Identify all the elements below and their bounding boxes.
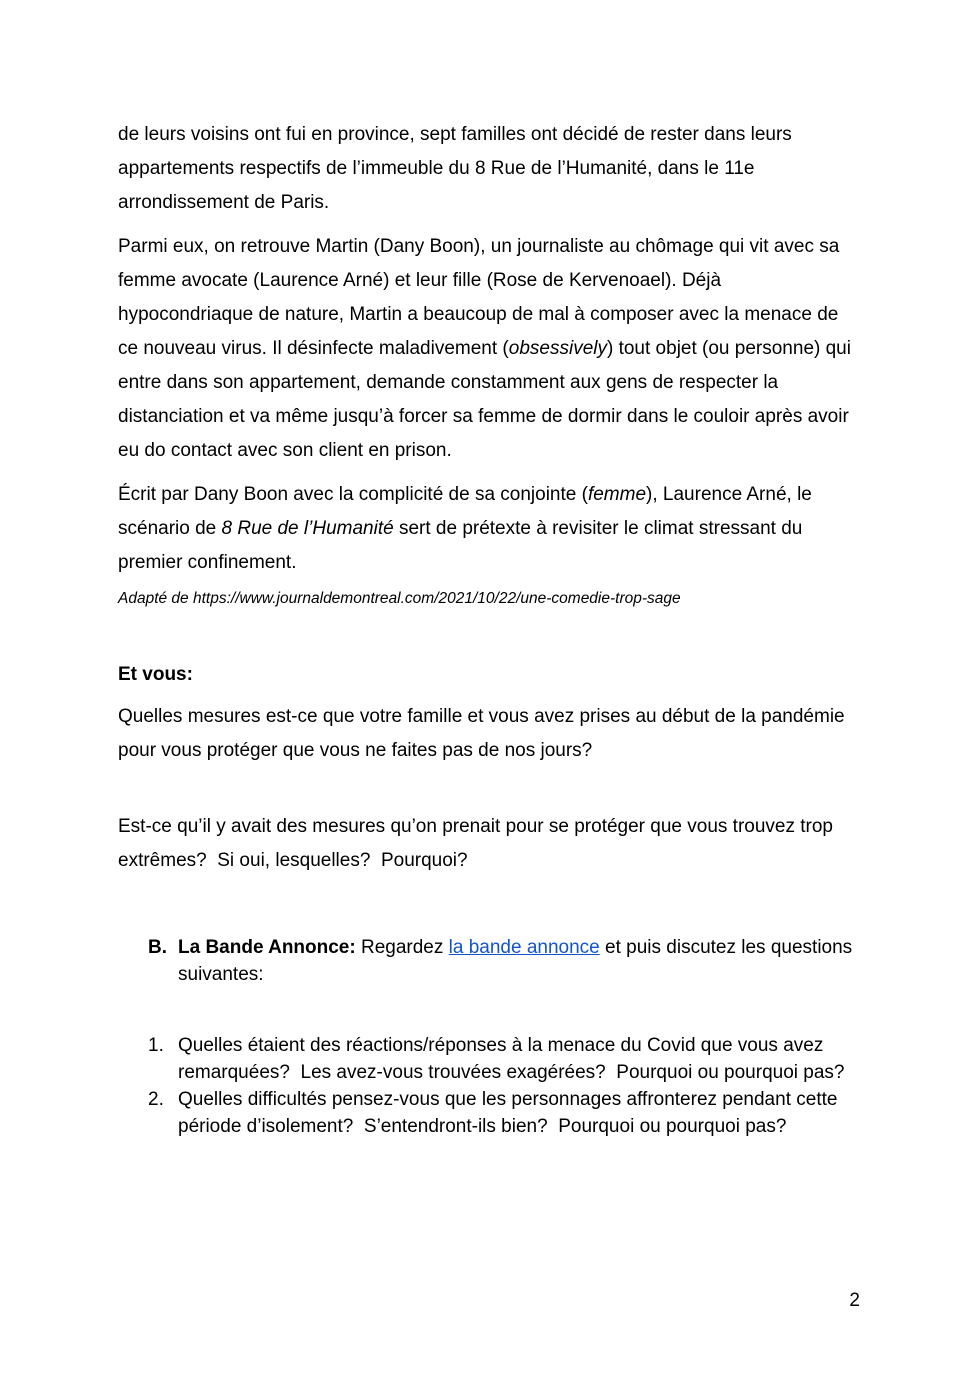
text-segment: Parmi eux, on retrouve Martin (Dany Boon), un journaliste au chômage qui vit avec sa femme avocate (Laurence Arné) et leur fille (Rose de Kervenoael). Déjà hypocondriaque de nature, Martin a beaucoup de mal à composer avec la menace de ce nouveau virus. Il désinfecte maladivement ( [118, 236, 845, 359]
question-text: Quelles difficultés pensez-vous que les personnages affronterez pendant cette période d’isolement? S’entendront-ils bien? Pourquoi ou pourquoi pas? [178, 1089, 843, 1137]
question-text: Quelles étaient des réactions/réponses à la menace du Covid que vous avez remarquées? Les avez-vous trouvées exagérées? Pourquoi ou pourquoi pas? [178, 1035, 845, 1083]
section-b-content [178, 934, 860, 988]
italic-segment: obsessively [508, 338, 607, 359]
et-vous-heading: Et vous: [118, 664, 193, 685]
source-attribution: Adapté de https://www.journaldemontreal.com/2021/10/22/une-comedie-trop-sage [118, 590, 681, 607]
text-segment: et puis discutez les questions suivantes: [178, 937, 858, 985]
list-marker: 2. [148, 1089, 164, 1110]
text-segment: ), Laurence Arné, le scénario de [118, 484, 818, 539]
discussion-question-1: Quelles mesures est-ce que votre famille et vous avez prises au début de la pandémie pour vous protéger que vous ne faites pas de nos jours? [118, 706, 850, 761]
list-marker: 1. [148, 1035, 164, 1056]
section-b-label: La Bande Annonce: [178, 937, 356, 958]
discussion-question-2: Est-ce qu’il y avait des mesures qu’on prenait pour se protéger que vous trouvez trop extrêmes? Si oui, lesquelles? Pourquoi? [118, 816, 839, 871]
italic-segment: femme [587, 484, 647, 505]
section-b-item [118, 934, 860, 988]
synopsis-paragraph-1: de leurs voisins ont fui en province, sept familles ont décidé de rester dans leurs appartements respectifs de l’immeuble du 8 Rue de l’Humanité, dans le 11e arrondissement de Paris. [118, 124, 798, 213]
text-segment: Regardez [355, 937, 449, 958]
movie-title-italic: 8 Rue de l’Humanité [221, 518, 394, 539]
text-segment: Écrit par Dany Boon avec la complicité de sa conjointe ( [118, 484, 588, 505]
section-b-marker: B. [148, 937, 167, 958]
synopsis-paragraph-2 [118, 230, 860, 468]
text-segment: sert de prétexte à revisiter le climat stressant du premier confinement. [118, 518, 808, 573]
numbered-question-1 [118, 1032, 860, 1086]
synopsis-paragraph-3 [118, 478, 860, 580]
bande-annonce-link[interactable]: la bande annonce [448, 937, 600, 958]
numbered-question-2 [118, 1086, 860, 1140]
page-number: 2 [849, 1290, 860, 1311]
text-segment: ) tout objet (ou personne) qui entre dans son appartement, demande constamment aux gens de respecter la distanciation et va même jusqu’à forcer sa femme de dormir dans le couloir après avoir eu do contact avec son client en prison. [118, 338, 857, 461]
